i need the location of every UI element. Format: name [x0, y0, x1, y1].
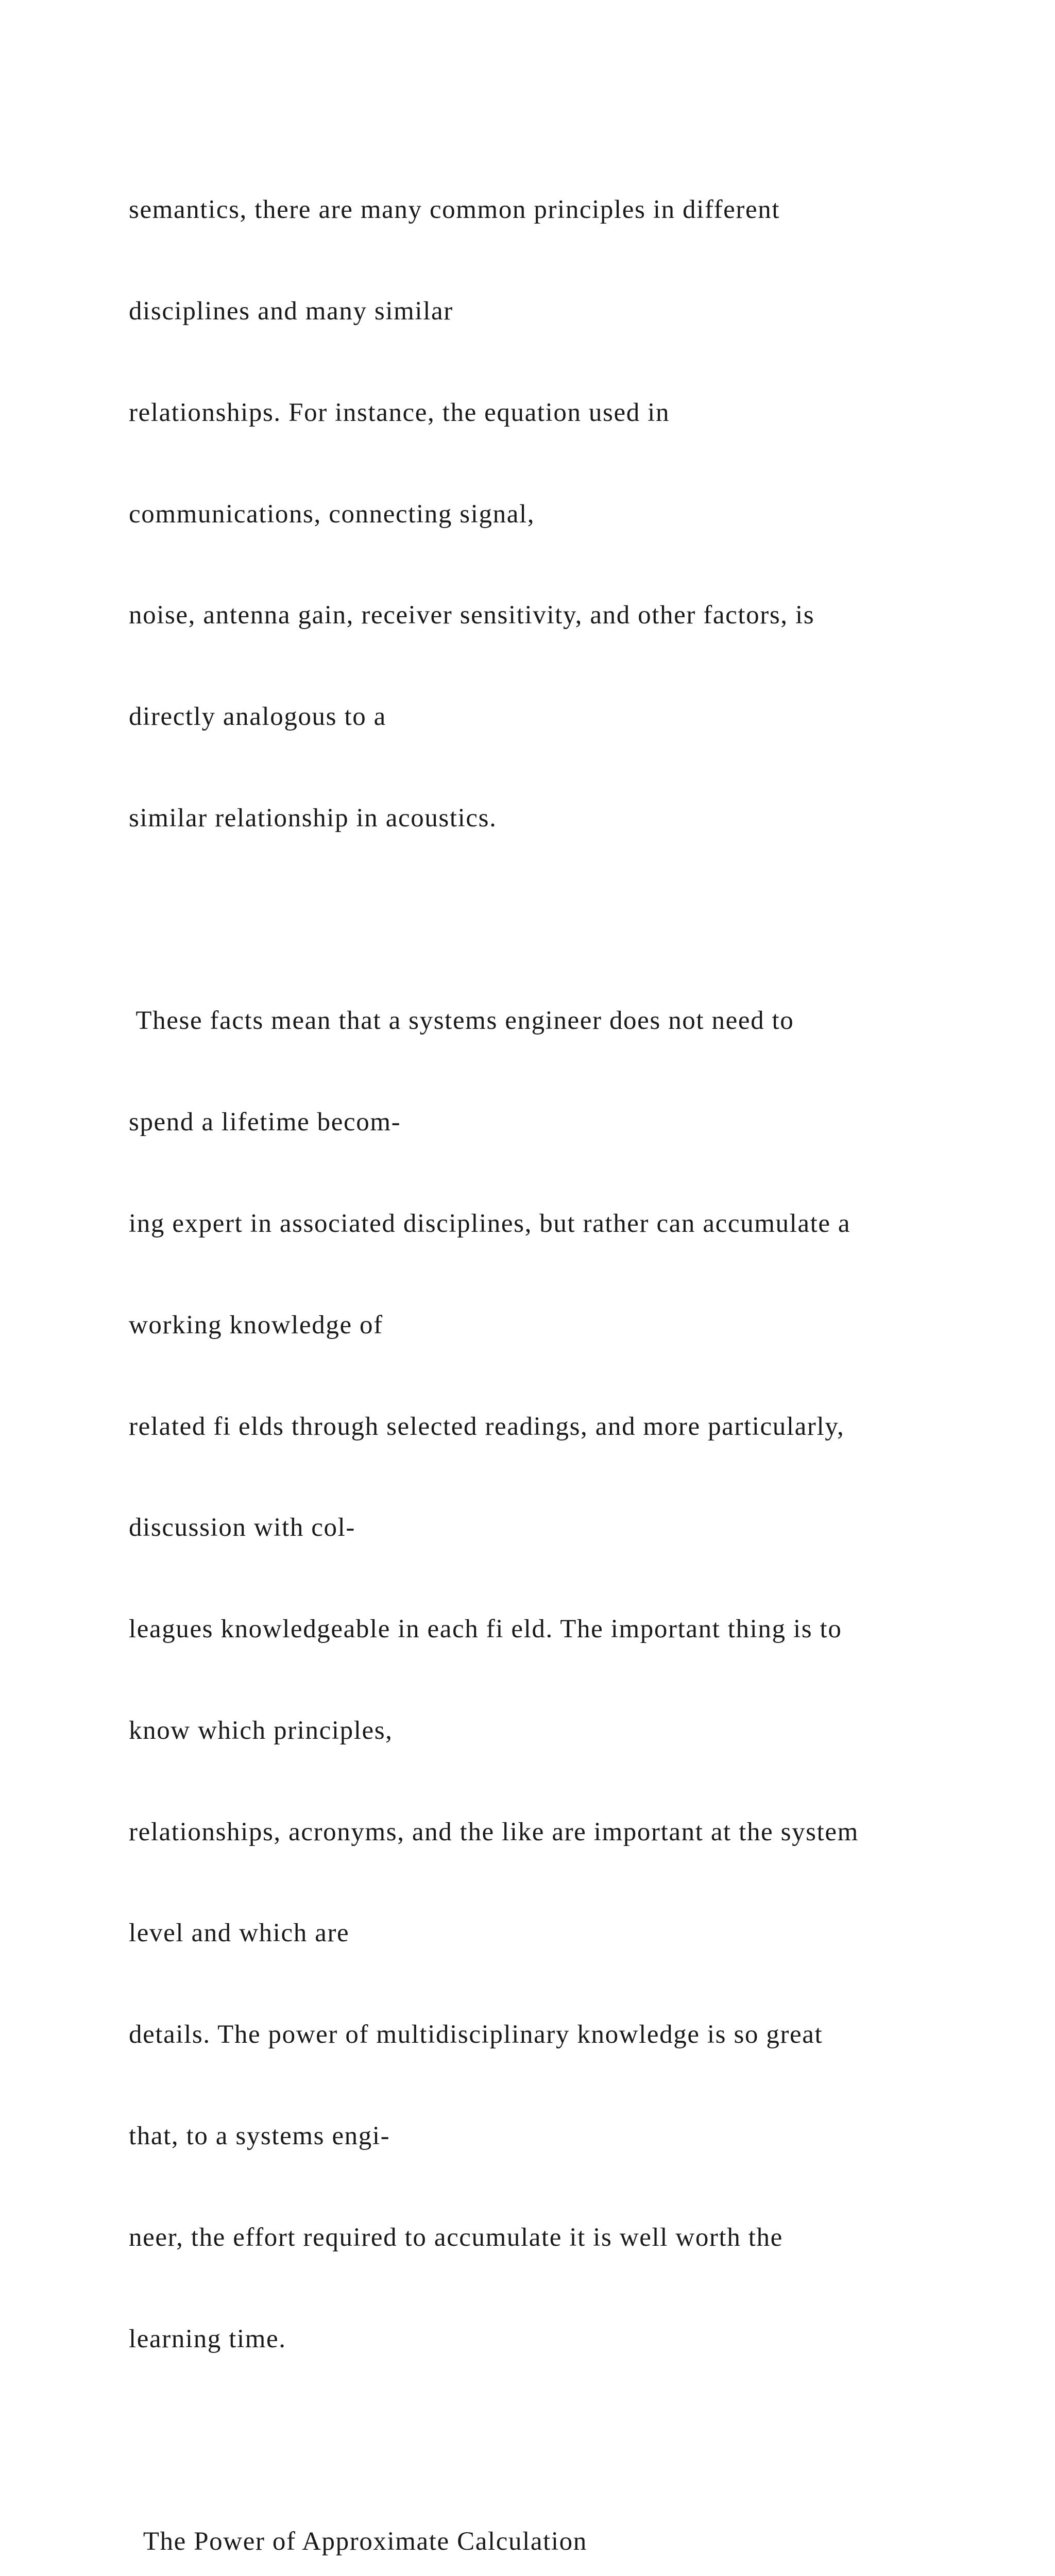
text-line: discussion with col- [129, 1513, 355, 1543]
text-line: disciplines and many similar [129, 296, 453, 326]
text-line: leagues knowledgeable in each fi eld. The important thing is to [129, 1615, 842, 1644]
section-heading: The Power of Approximate Calculation [129, 2527, 587, 2556]
text-line: directly analogous to a [129, 702, 386, 732]
document-body-text [129, 126, 963, 2576]
text-line: spend a lifetime becom- [129, 1108, 401, 1137]
text-line: working knowledge of [129, 1310, 383, 1340]
text-line: ing expert in associated disciplines, but rather can accumulate a [129, 1209, 851, 1238]
text-line: relationships. For instance, the equation used in [129, 398, 670, 427]
text-line: learning time. [129, 2324, 286, 2353]
text-line: communications, connecting signal, [129, 499, 535, 529]
text-line: These facts mean that a systems engineer does not need to [129, 1006, 794, 1036]
text-line: noise, antenna gain, receiver sensitivity, and other factors, is [129, 601, 815, 630]
text-line: level and which are [129, 1919, 350, 1948]
text-line: that, to a systems engi- [129, 2122, 390, 2151]
text-line: relationships, acronyms, and the like are important at the system [129, 1817, 859, 1846]
text-line: know which principles, [129, 1716, 393, 1745]
text-line: semantics, there are many common principles in different [129, 195, 780, 225]
blank-line [129, 903, 963, 937]
text-line: similar relationship in acoustics. [129, 803, 497, 833]
text-line: neer, the effort required to accumulate it is well worth the [129, 2223, 783, 2252]
text-line: related fi elds through selected readings, and more particularly, [129, 1412, 845, 1441]
blank-line [129, 2424, 963, 2458]
text-line: details. The power of multidisciplinary knowledge is so great [129, 2020, 823, 2049]
